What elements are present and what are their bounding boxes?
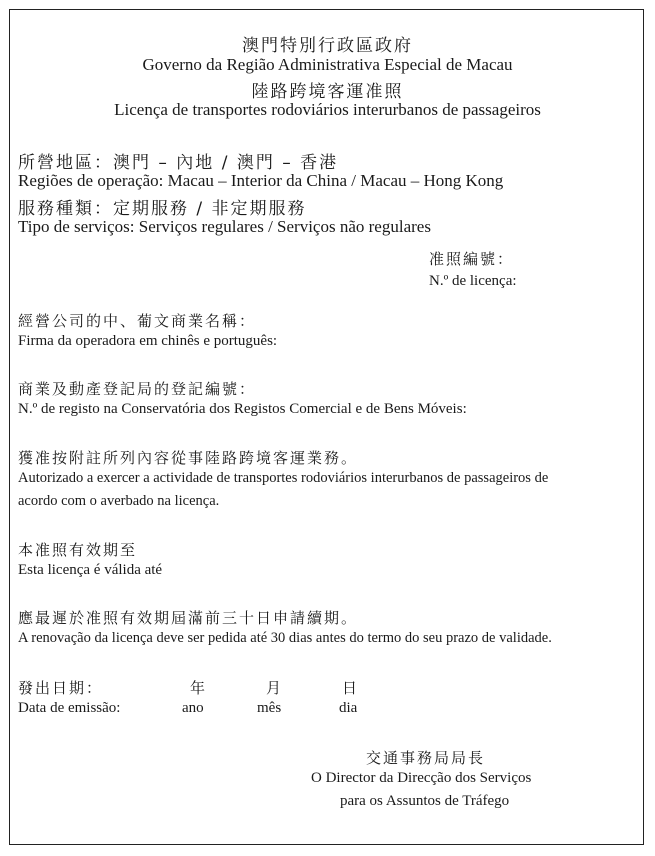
operator-name-label-pt: Firma da operadora em chinês e português: — [18, 333, 278, 349]
renewal-text-pt: A renovação da licença deve ser pedida até 30 dias antes do termo do seu prazo de validade. — [18, 630, 552, 646]
issue-day-label-pt: dia — [339, 700, 358, 716]
registry-number-label-zh: 商業及動產登記局的登記編號： — [18, 380, 257, 398]
services-label-zh: 服務種類：定期服務 / 非定期服務 — [18, 199, 307, 219]
issue-day-label-zh: 日 — [342, 679, 360, 697]
government-name-pt: Governo da Região Administrativa Especial de Macau — [142, 55, 513, 74]
renewal-text-zh: 應最遲於准照有效期屆滿前三十日申請續期。 — [18, 609, 359, 627]
licence-number-label-zh: 准照編號： — [429, 250, 515, 268]
services-label-pt: Tipo de serviços: Serviços regulares / Serviços não regulares — [18, 217, 431, 236]
issue-date-label-zh: 發出日期： — [18, 679, 104, 697]
signatory-title-pt-line1: O Director da Direcção dos Serviços — [311, 770, 532, 786]
issue-year-label-pt: ano — [182, 700, 204, 716]
regions-label-zh: 所營地區：澳門 – 內地 / 澳門 – 香港 — [18, 153, 339, 173]
regions-label-pt: Regiões de operação: Macau – Interior da China / Macau – Hong Kong — [18, 171, 504, 190]
licence-border — [9, 9, 644, 845]
issue-year-label-zh: 年 — [190, 679, 208, 697]
operator-name-label-zh: 經營公司的中、葡文商業名稱： — [18, 312, 257, 330]
signatory-title-pt-line2: para os Assuntos de Tráfego — [340, 793, 510, 809]
issue-month-label-zh: 月 — [266, 679, 284, 697]
validity-text-zh: 本准照有效期至 — [18, 541, 138, 559]
issue-month-label-pt: mês — [257, 700, 282, 716]
issue-date-label-pt: Data de emissão: — [18, 700, 121, 716]
signatory-title-zh: 交通事務局局長 — [366, 749, 486, 767]
licence-title-zh: 陸路跨境客運准照 — [251, 82, 404, 102]
licence-title-pt: Licença de transportes rodoviários interurbanos de passageiros — [114, 100, 541, 119]
licence-number-label-pt: N.º de licença: — [429, 273, 517, 289]
authorization-text-zh: 獲准按附註所列內容從事陸路跨境客運業務。 — [18, 449, 359, 467]
authorization-text-pt-line2: acordo com o averbado na licença. — [18, 493, 220, 509]
government-name-zh: 澳門特別行政區政府 — [242, 36, 413, 56]
registry-number-label-pt: N.º de registo na Conservatória dos Registos Comercial e de Bens Móveis: — [18, 401, 467, 417]
authorization-text-pt-line1: Autorizado a exercer a actividade de transportes rodoviários interurbanos de passageiros de — [18, 470, 549, 486]
validity-text-pt: Esta licença é válida até — [18, 562, 163, 578]
